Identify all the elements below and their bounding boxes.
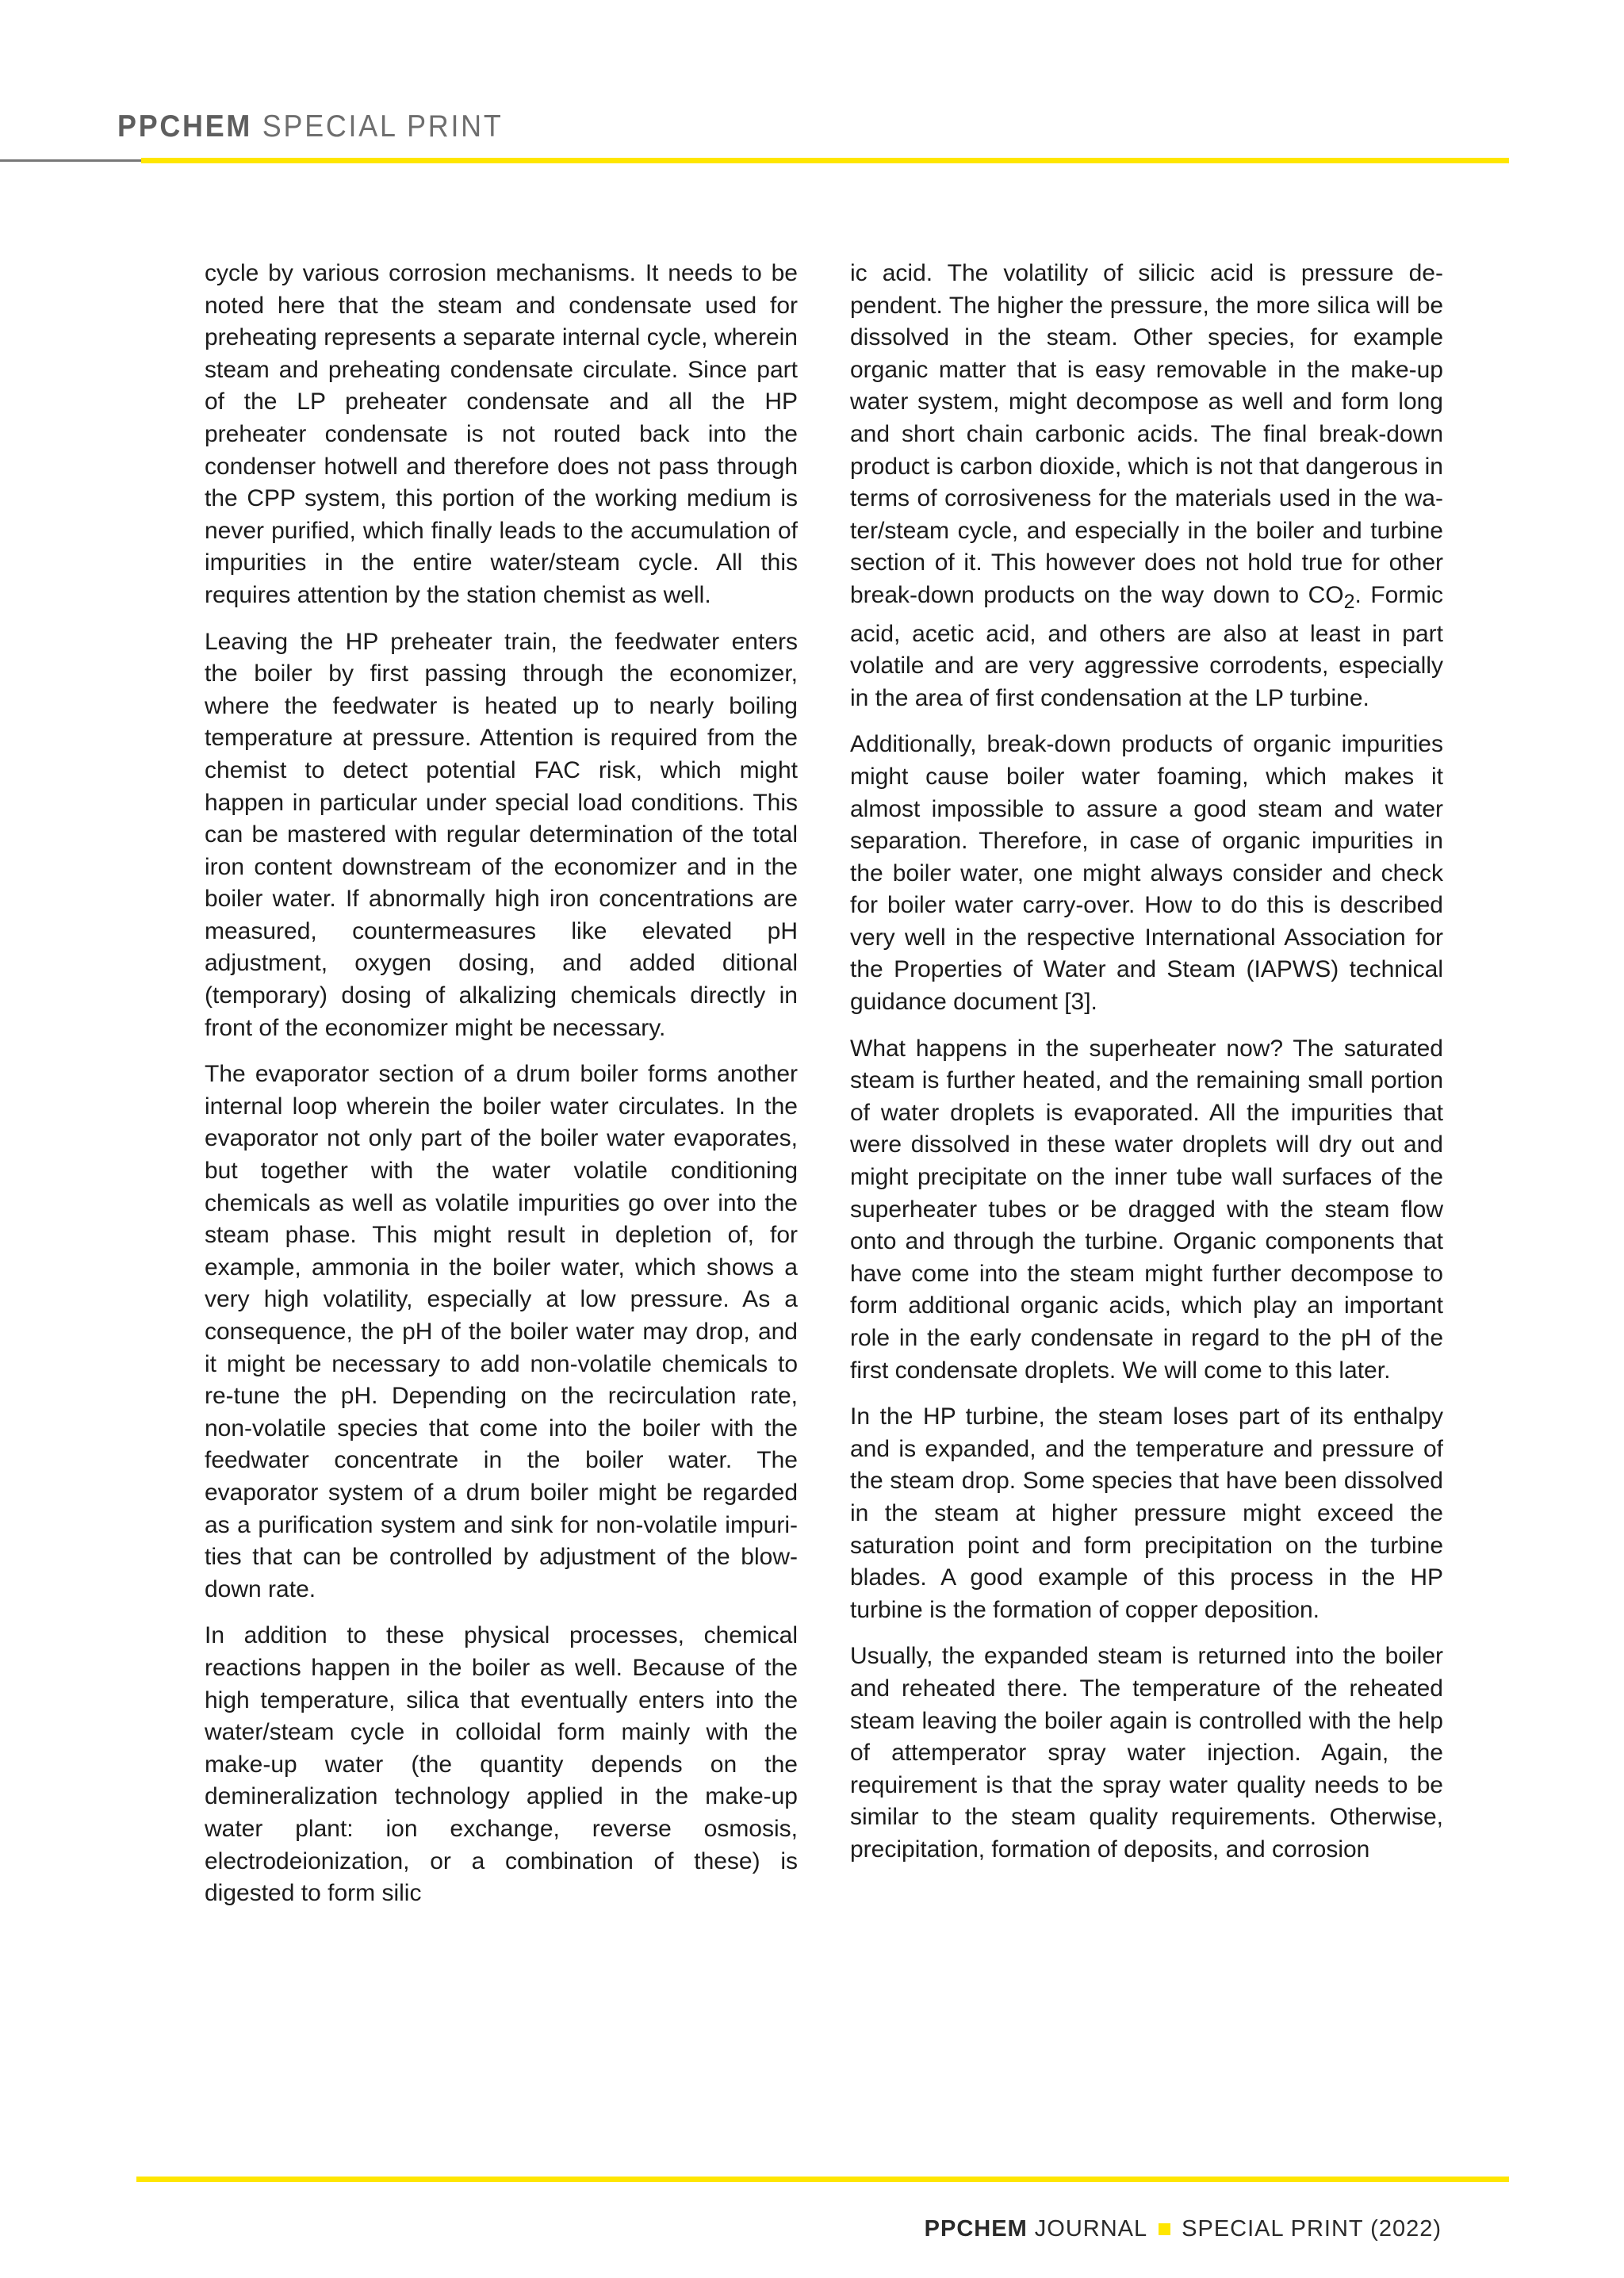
right-paragraph-2: Additionally, break-down products of organic impurities might cause boiler water foaming, which makes it almost impossible to assure a good steam and water separation. Therefore, in case of organic impurities in the boiler water, one might always consider and check for boiler water carry-over. How to do this is described very well in the respective International Association for the Properties of Water and Steam (IAPWS) technical guidance document [3]. — [850, 731, 1443, 1016]
co2-subscript: 2 — [1343, 590, 1355, 613]
left-paragraph-4: In addition to these physical processes, chemical reactions happen in the boiler as well. Because of the high temperature, silica that eventually enters into the water/steam cycle in colloidal form mainly with the make-up water (the quantity depends on the demineralization technology applied in the make-up water plant: ion exchange, reverse osmosis, electrodeionization, or a combination of these) is digested to form silic — [205, 1622, 798, 1907]
footer-square-icon — [1159, 2223, 1170, 2235]
left-paragraph-3: The evaporator section of a drum boiler forms another internal loop wherein the boiler water circulates. In the evaporator not only part of the boiler water evaporates, but together with the water volatile conditioning chemicals as well as volatile impurities go over into the steam phase. This might result in depletion of, for example, ammonia in the boiler water, which shows a very high volatility, especially at low pressure. As a consequence, the pH of the boiler water may drop, and it might be necessary to add non-volatile chemicals to re-tune the pH. Depending on the recirculation rate, non-volatile species that come into the boiler with the feedwater concentrate in the boiler water. The evaporator system of a drum boiler might be regarded as a purification system and sink for non-volatile impurities that can be controlled by adjustment of the blow-down rate. — [205, 1061, 798, 1602]
right-paragraph-3: What happens in the superheater now? The saturated steam is further heated, and the remaining small portion of water droplets is evaporated. All the impurities that were dissolved in these water droplets will dry out and might precipitate on the inner tube wall surfaces of the superheater tubes or be dragged with the steam flow onto and through the turbine. Organic components that have come into the steam might further decompose to form additional organic acids, which play an important role in the early condensate in regard to the pH of the first condensate droplets. We will come to this later. — [850, 1035, 1443, 1384]
page-footer — [925, 2215, 1442, 2242]
header-brand: PPCHEM — [117, 109, 253, 144]
left-column — [205, 258, 798, 1924]
right-paragraph-1 — [850, 258, 1443, 714]
left-paragraph-1: cycle by various corrosion mechanisms. It needs to be noted here that the steam and condensate used for preheating represents a separate internal cycle, wherein steam and preheating condensate circulate. Since part of the LP preheater condensate and all the HP preheater condensate is not routed back into the condenser hotwell and therefore does not pass through the CPP system, this portion of the working medium is never purified, which finally leads to the accumulation of impurities in the entire water/steam cycle. All this requires attention by the station chemist as well. — [205, 260, 798, 608]
header-title — [117, 109, 504, 144]
footer-rule-yellow — [136, 2177, 1509, 2182]
header-rule-gray — [0, 159, 141, 162]
header-rule-yellow — [141, 158, 1509, 163]
header-subtitle: SPECIAL PRINT — [262, 109, 504, 144]
right-paragraph-4: In the HP turbine, the steam loses part of its enthalpy and is expanded, and the temperature and pressure of the steam drop. Some species that have been dissolved in the steam at higher pressure might exceed the saturation point and form precipitation on the turbine blades. A good example of this process in the HP turbine is the formation of copper deposition. — [850, 1403, 1443, 1623]
left-paragraph-2: Leaving the HP preheater train, the feedwater enters the boiler by first passing through the economizer, where the feedwater is heated up to nearly boiling temperature at pressure. Attention is required from the chemist to detect potential FAC risk, which might happen in particular under special load conditions. This can be mastered with regular determination of the total iron content downstream of the economizer and in the boiler water. If abnormally high iron concentrations are measured, countermeasures like elevated pH adjustment, oxygen dosing, and added ditional (temporary) dosing of alkalizing chemicals directly in front of the economizer might be necessary. — [205, 628, 798, 1041]
footer-special-print: SPECIAL PRINT (2022) — [1182, 2216, 1442, 2242]
right-paragraph-1-text-a: ic acid. The volatility of silicic acid is pressure dependent. The higher the pressure, the more silica will be dissolved in the steam. Other species, for example organic matter that is easy removable in the make-up water system, might decompose as well and form long and short chain carbonic acids. The final break-down product is carbon dioxide, which is not that dangerous in terms of corrosiveness for the materials used in the water/steam cycle, and especially in the boiler and turbine section of it. This however does not hold true for other break-down products on the way down to CO — [850, 260, 1443, 608]
right-paragraph-1-text-b: . Formic acid, acetic acid, and others are also at least in part volatile and are very aggressive corrodents, especially in the area of first condensation at the LP turbine. — [850, 581, 1444, 711]
footer-brand: PPCHEM — [924, 2216, 1028, 2242]
right-column — [850, 258, 1443, 1881]
footer-journal: JOURNAL — [1034, 2216, 1148, 2242]
right-paragraph-5: Usually, the expanded steam is returned into the boiler and reheated there. The temperature of the reheated steam leaving the boiler again is controlled with the help of attemperator spray water injection. Again, the requirement is that the spray water quality needs to be similar to the steam quality requirements. Otherwise, precipitation, formation of deposits, and corrosion — [850, 1643, 1443, 1863]
